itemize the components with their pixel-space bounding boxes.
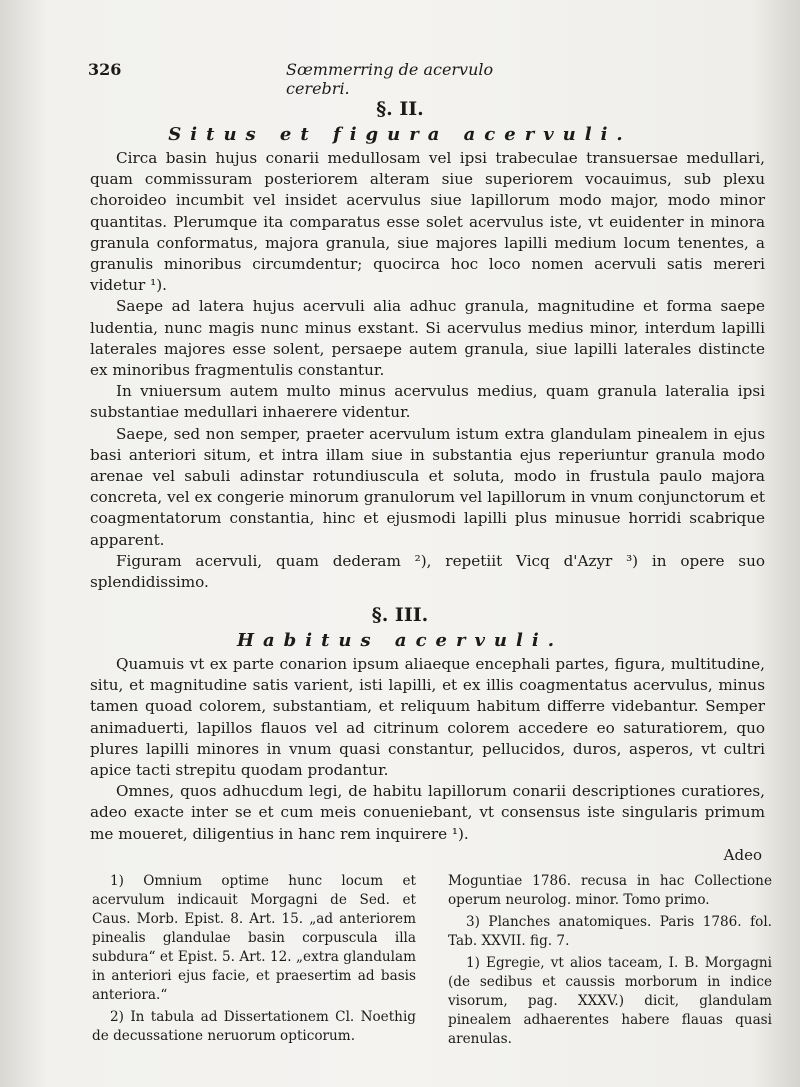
section-3-title: Habitus acervuli. [237,630,563,651]
paragraph: Omnes, quos adhucdum legi, de habitu lapillorum conarii descriptiones curatiores, adeo exacte inter se et cum meis conueniebant, vt consensus iste singularis primum me moueret, diligentius in hanc rem inquirere ¹). [90,782,765,843]
paragraph: Quamuis vt ex parte conarion ipsum aliaeque encephali partes, figura, multitudine, situ, et magnitudine satis varient, isti lapilli, et ex illis coagmentatus acervulus, minus tamen quoad colorem, substantiam, et reliquum habitum differre videbantur. Semper animaduerti, lapillos flauos vel ad citrinum colorem accedere eo saturatiorem, quo plures lapilli minores in vnum quasi constantur, pellucidos, duros, asperos, vt cultri apice tacti strepitu quodam prodantur. [90,655,765,780]
section-2-heading: §. II. [376,98,424,120]
footnote: Moguntiae 1786. recusa in hac Collectione operum neurolog. minor. Tomo primo. [448,873,772,908]
section-3-heading: §. III. [371,604,429,626]
page-header [88,60,548,98]
paragraph: Saepe, sed non semper, praeter acervulum istum extra glandulam pinealem in ejus basi anteriori situm, et intra illam siue in substantia ejus reperiuntur granula modo arenae vel sabuli adinstar rotundiuscula et soluta, modo in frustula paulo majora concreta, vel ex congerie minorum granulorum vel lapillorum in vnum conjunctorum et coagmentatorum constantia, hinc et ejusmodi lapilli plus minusue horridi scabrique apparent. [90,424,765,549]
section-2-title: Situs et figura acervuli. [168,124,632,145]
section-3-body [90,654,765,845]
running-title: Sœmmerring de acervulo cerebri. [286,60,494,98]
paragraph: In vniuersum autem multo minus acervulus medius, quam granula lateralia ipsi substantiae medullari inhaerere videntur. [90,382,765,422]
page-number: 326 [88,60,122,79]
footnote: 1) Omnium optime hunc locum et acervulum indicauit Morgagni de Sed. et Caus. Morb. Epist. 8. Art. 15. „ad anteriorem pinealis glandulae basin corpuscula illa subdura“ et Epist. 5. Art. 12. „extra glandulam in anteriori ejus facie, et praesertim ad basis anteriora.“ [92,873,416,1003]
footnotes-left [92,872,416,1049]
footnote: 1) Egregie, vt alios taceam, I. B. Morgagni (de sedibus et caussis morborum in indice visorum, pag. XXXV.) dicit, glandulam pinealem adhaerentes habere flauas quasi arenulas. [448,955,772,1047]
paragraph: Saepe ad latera hujus acervuli alia adhuc granula, magnitudine et forma saepe ludentia, nunc magis nunc minus exstant. Si acervulus medius minor, interdum lapilli laterales majores esse solent, persaepe autem granula, siue lapilli laterales distincte ex minoribus fragmentulis constantur. [90,297,765,380]
footnote: 2) In tabula ad Dissertationem Cl. Noethig de decussatione neruorum opticorum. [92,1009,416,1044]
footnote: 3) Planches anatomiques. Paris 1786. fol. Tab. XXVII. fig. 7. [448,914,772,949]
catchword: Adeo [723,846,762,864]
footnotes-right [448,872,772,1052]
paragraph: Circa basin hujus conarii medullosam vel ipsi trabeculae transuersae medullari, quam commissuram posteriorem alteram siue superiorem vocauimus, sub plexu choroideo incumbit vel insidet acervulus siue lapillorum modo major, modo minor quantitas. Plerumque ita comparatus esse solet acervulus iste, vt euidenter in minora granula conformatus, majora granula, siue majores lapilli medium locum tenentes, a granulis minoribus circumdentur; quocirca hoc loco nomen acervuli satis mereri videtur ¹). [90,149,765,295]
section-2-body [90,148,765,593]
paragraph: Figuram acervuli, quam dederam ²), repetiit Vicq d'Azyr ³) in opere suo splendidissimo. [90,551,765,592]
